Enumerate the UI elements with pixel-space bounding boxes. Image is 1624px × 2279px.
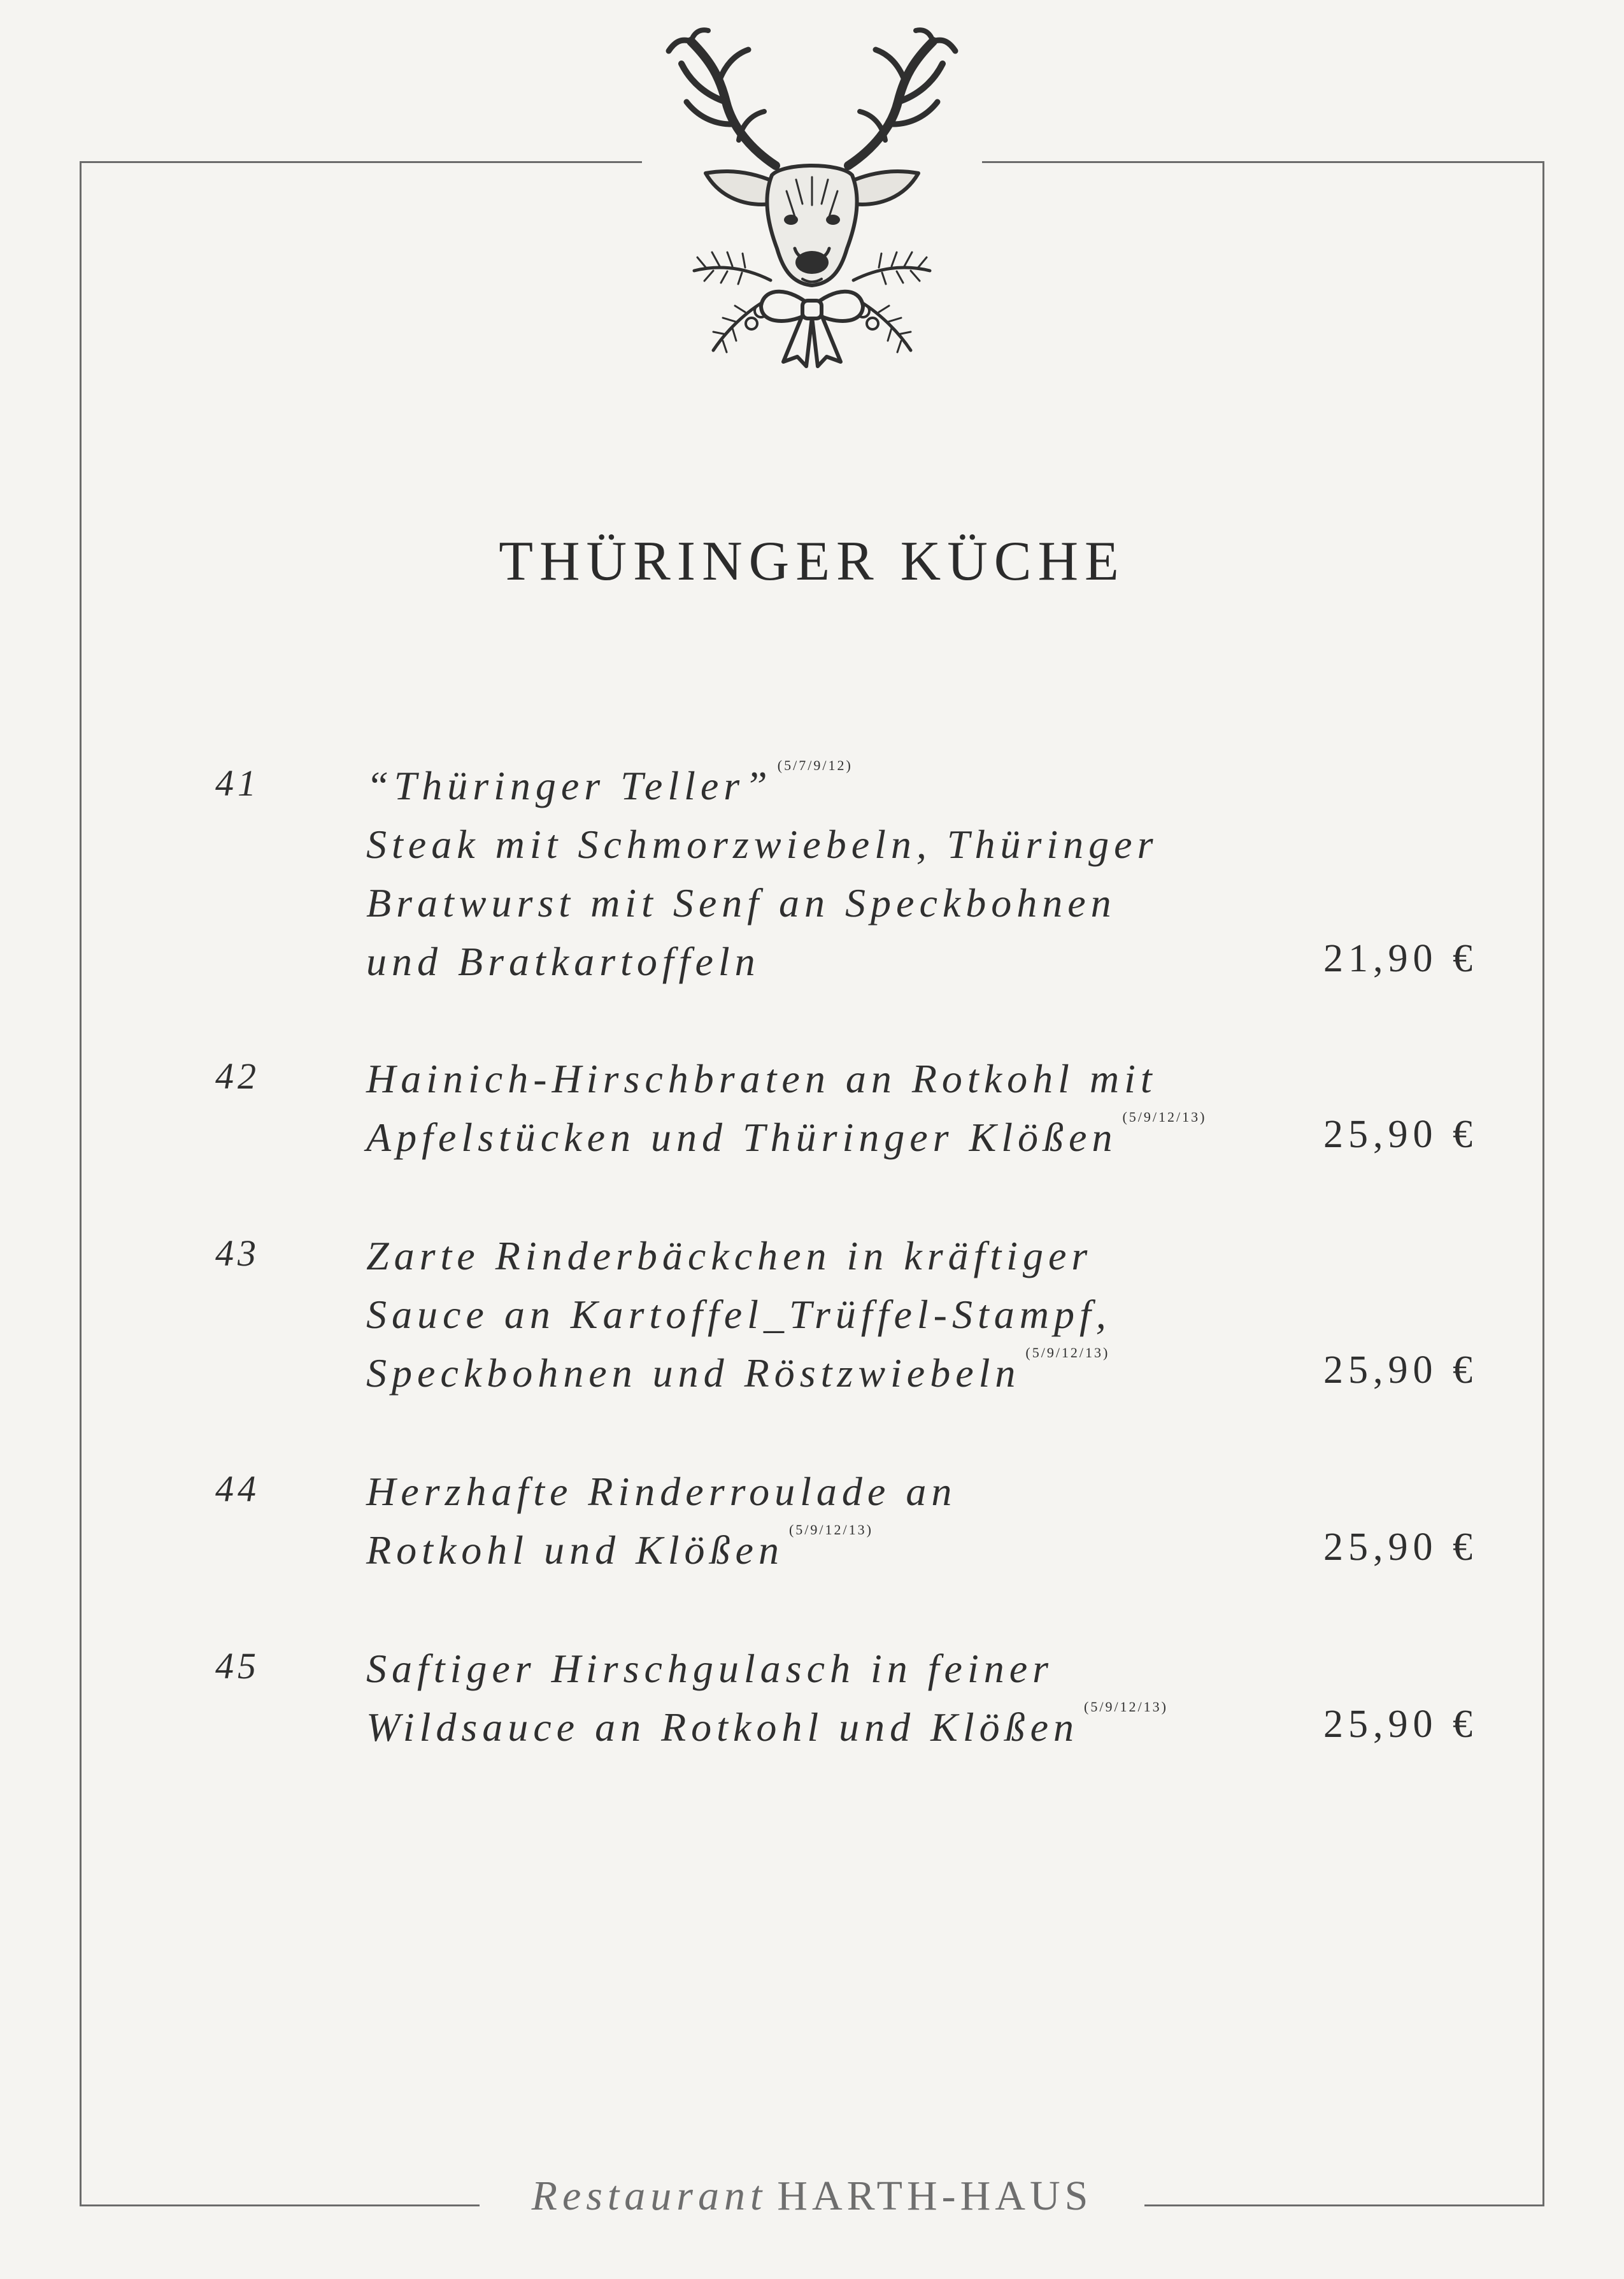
footer-label: Restaurant	[531, 2173, 767, 2219]
menu-item-name	[366, 757, 1158, 991]
menu-item-line: Bratwurst mit Senf an Speckbohnen	[366, 880, 1116, 925]
menu-item-line: Herzhafte Rinderroulade an	[366, 1469, 957, 1514]
footer-name: HARTH-HAUS	[777, 2173, 1093, 2219]
allergen-codes: (5/9/12/13)	[1084, 1699, 1168, 1715]
menu-item-name	[366, 1227, 1111, 1403]
menu-item-line: Rotkohl und Klößen	[366, 1527, 784, 1573]
frame-top-right-line	[982, 161, 1544, 163]
stag-head-logo-icon	[630, 13, 994, 376]
menu-item-line: Sauce an Kartoffel_Trüffel-Stampf,	[366, 1292, 1111, 1337]
frame-left-line	[80, 161, 82, 2206]
allergen-codes: (5/9/12/13)	[1025, 1345, 1110, 1361]
frame-top-left-line	[80, 161, 642, 163]
menu-item-price: 25,90 €	[1323, 1703, 1478, 1746]
menu-item-number: 45	[215, 1645, 260, 1687]
menu-item-line: “Thüringer Teller”	[366, 763, 773, 808]
menu-item-line: Steak mit Schmorzwiebeln, Thüringer	[366, 822, 1158, 867]
menu-item-line: Saftiger Hirschgulasch in feiner	[366, 1646, 1054, 1691]
menu-item-price: 25,90 €	[1323, 1525, 1478, 1569]
allergen-codes: (5/9/12/13)	[788, 1522, 873, 1538]
menu-item-number: 41	[215, 762, 260, 804]
allergen-codes: (5/7/9/12)	[777, 757, 853, 773]
menu-item-line: Hainich-Hirschbraten an Rotkohl mit	[366, 1056, 1157, 1101]
menu-item-price: 25,90 €	[1323, 1113, 1478, 1156]
footer-restaurant-name	[0, 2172, 1624, 2220]
menu-item-name	[366, 1640, 1168, 1757]
menu-item-line: und Bratkartoffeln	[366, 939, 760, 984]
menu-item-line: Speckbohnen und Röstzwiebeln	[366, 1350, 1021, 1396]
menu-item-price: 21,90 €	[1323, 937, 1478, 980]
menu-item-line: Apfelstücken und Thüringer Klößen	[366, 1115, 1118, 1160]
menu-item-number: 44	[215, 1468, 260, 1510]
menu-item-number: 43	[215, 1232, 260, 1274]
menu-item-line: Zarte Rinderbäckchen in kräftiger	[366, 1233, 1093, 1278]
menu-item-name	[366, 1462, 957, 1580]
page-title: THÜRINGER KÜCHE	[499, 530, 1125, 592]
menu-item-price: 25,90 €	[1323, 1348, 1478, 1392]
menu-item-number: 42	[215, 1055, 260, 1097]
allergen-codes: (5/9/12/13)	[1122, 1109, 1207, 1125]
menu-item-line: Wildsauce an Rotkohl und Klößen	[366, 1704, 1079, 1750]
frame-right-line	[1542, 161, 1544, 2206]
menu-item-name	[366, 1050, 1206, 1167]
